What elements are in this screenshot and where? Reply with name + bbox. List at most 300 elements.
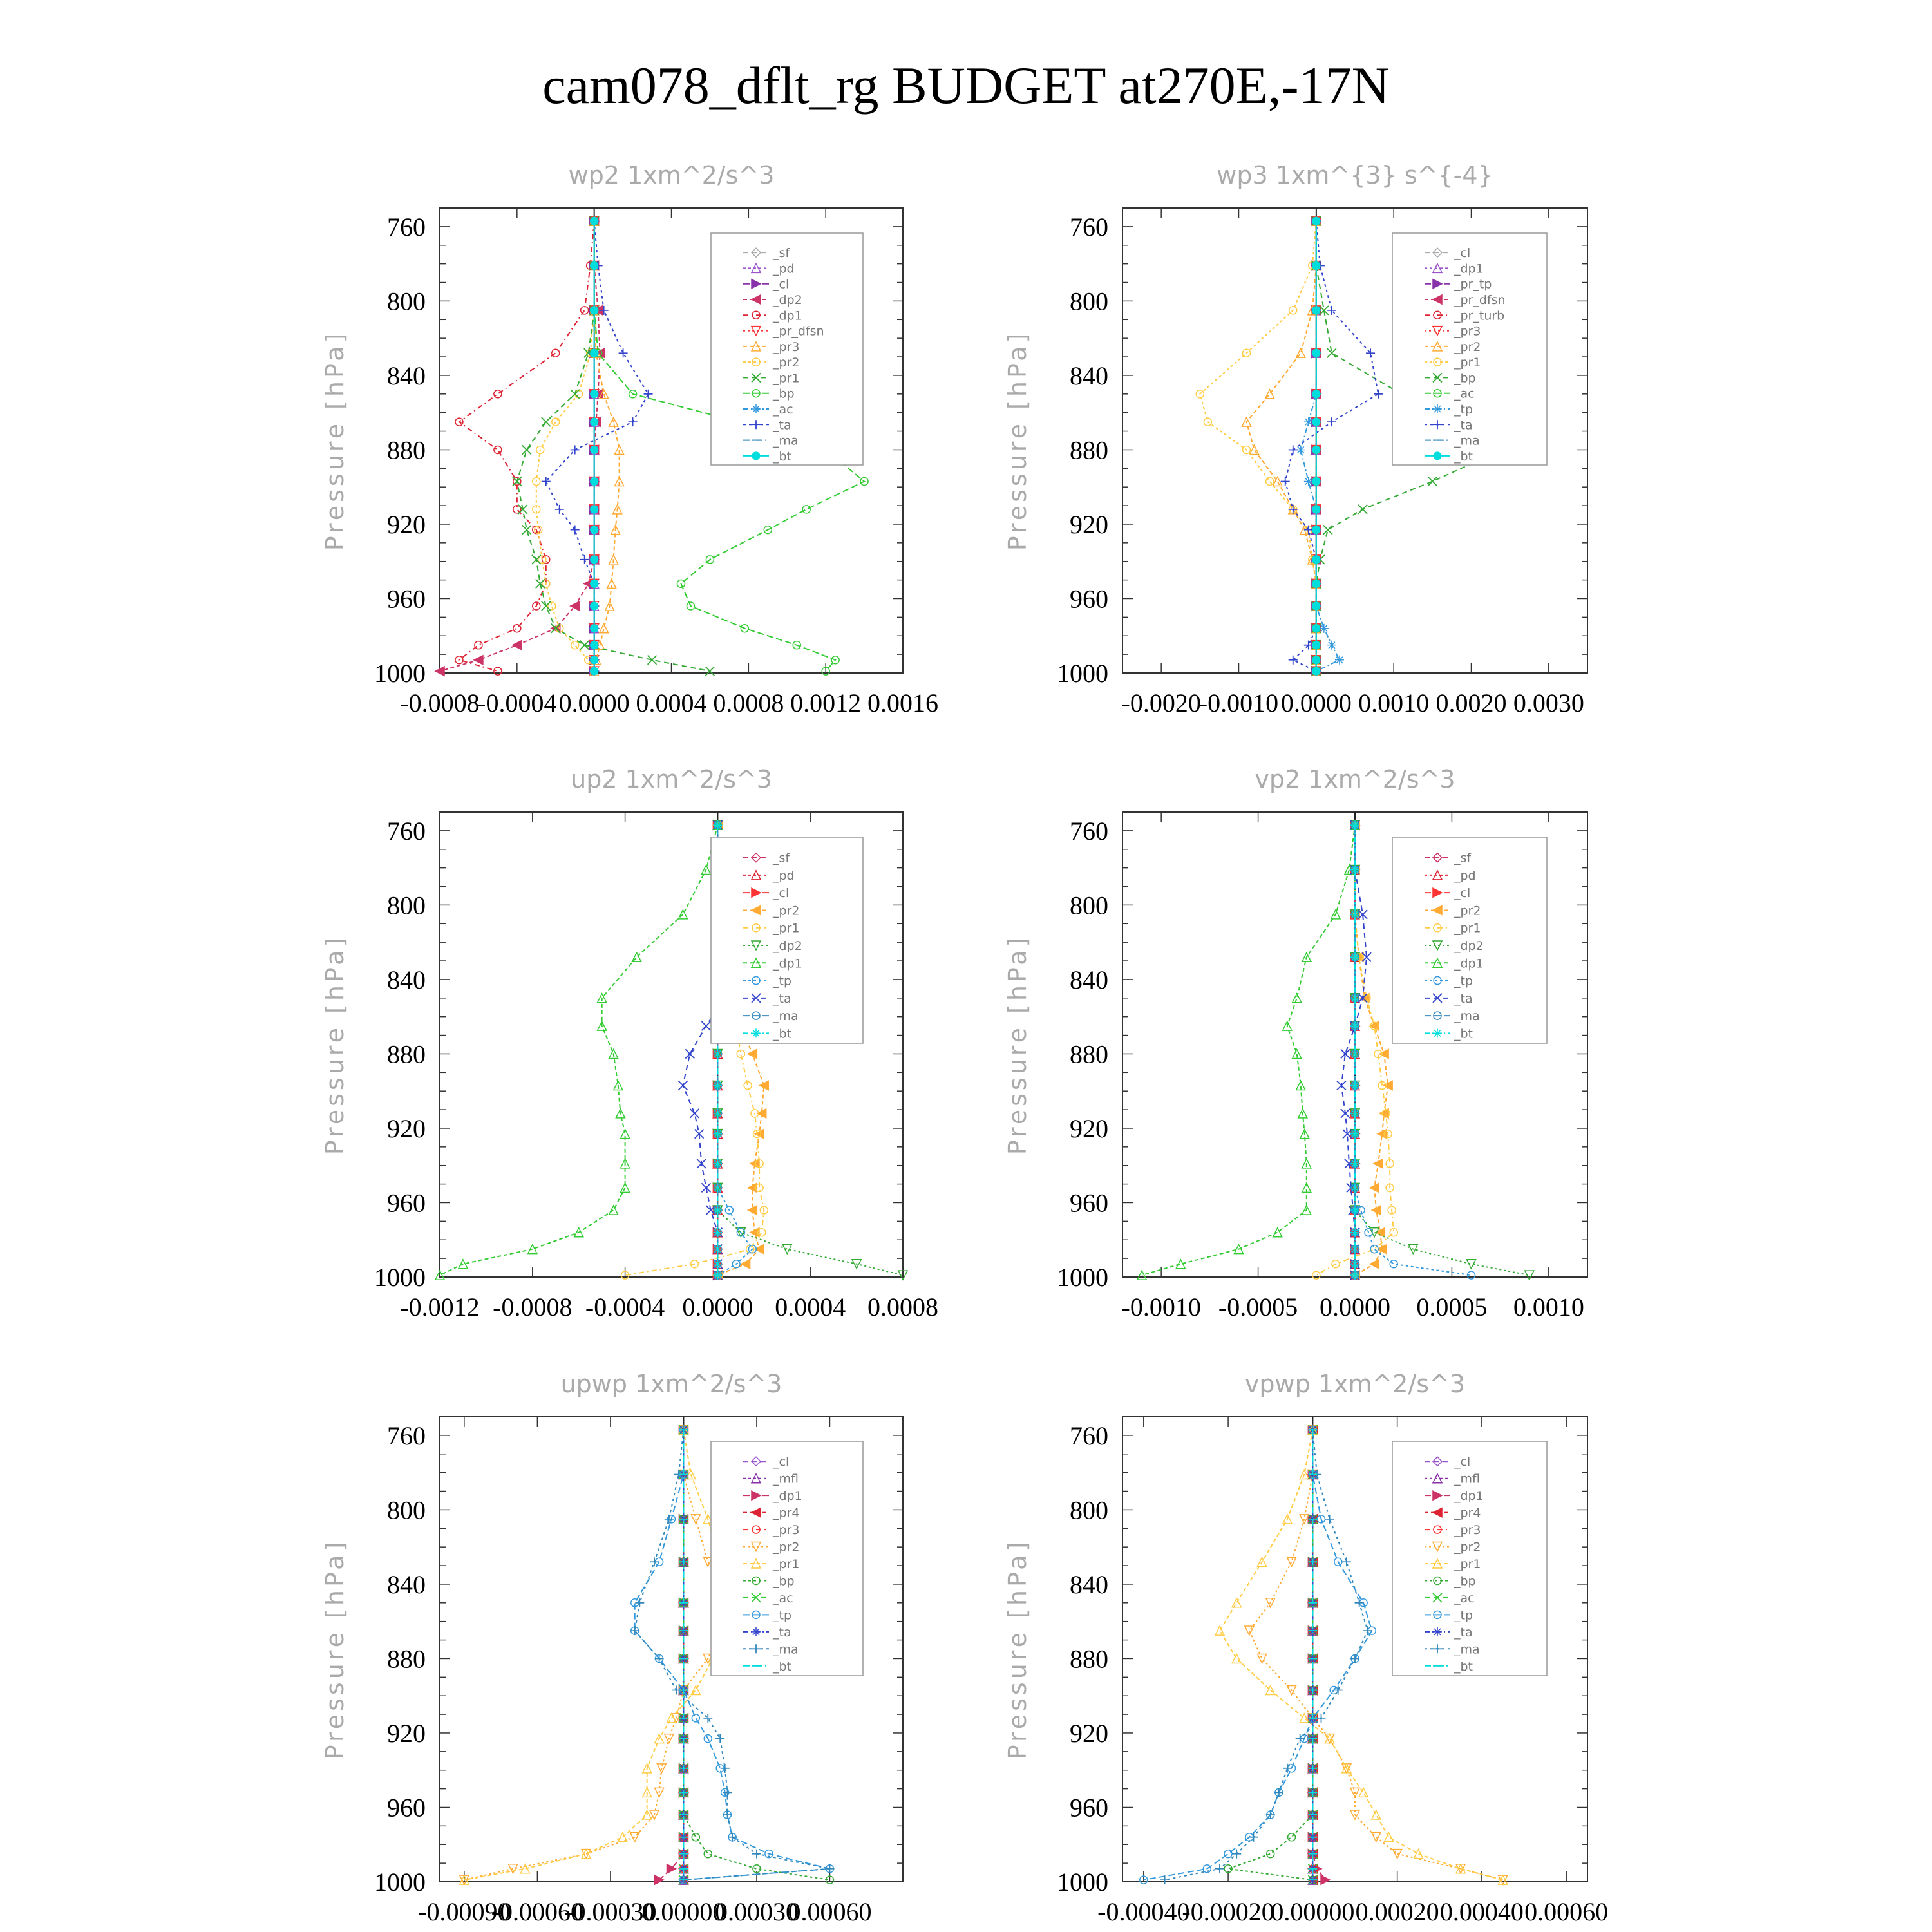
data-point [1363,1626,1372,1635]
legend-label: _pr3 [773,339,800,354]
y-tick-label: 1000 [374,1868,426,1897]
y-tick-label: 960 [387,584,426,614]
data-point [591,625,598,632]
data-point [713,1081,722,1090]
data-point [1316,1714,1325,1723]
data-point [1312,1271,1320,1279]
data-point [542,417,551,426]
x-tick-label: -0.0004 [585,1293,665,1321]
y-axis-label: Pressure [hPa] [321,330,349,551]
data-point [619,348,628,357]
data-point [591,217,598,225]
x-tick-label: 0.0000 [1280,688,1352,717]
legend-label: _dp2 [773,939,802,953]
data-point [571,641,579,649]
panel-title: wp3 1xm^{3} s^{-4} [1217,161,1493,189]
y-axis-label: Pressure [hPa] [321,1539,349,1760]
data-point [1312,349,1320,357]
data-point [591,526,598,534]
data-point [1374,390,1383,399]
data-point [555,505,564,514]
legend-label: _pr1 [1454,921,1481,936]
y-tick-label: 760 [1070,1421,1108,1450]
data-point [1304,417,1313,426]
data-point [591,349,598,357]
data-point [1350,910,1359,919]
chart-panel-1 [321,161,938,717]
y-tick-label: 1000 [374,659,426,688]
legend-label: _pd [1454,868,1476,883]
data-point [1312,625,1320,632]
y-tick-label: 1000 [1057,1868,1108,1897]
data-point [678,1081,687,1090]
y-axis-label: Pressure [hPa] [321,934,349,1155]
legend-marker [1433,404,1442,413]
x-tick-label: -0.0008 [400,688,480,717]
data-point [1355,1598,1364,1607]
data-point [1350,1245,1359,1254]
x-tick-label: 0.0000 [1320,1293,1390,1321]
data-point [690,1109,699,1118]
data-point [657,1764,666,1773]
data-point [713,1245,722,1254]
legend-label: _pr4 [773,1506,800,1520]
data-point [591,641,598,649]
legend-label: _pr_dfsn [1454,293,1506,307]
data-point [713,1159,722,1168]
legend-label: _tp [773,974,792,989]
series-line [1247,221,1316,671]
legend-label: _pr1 [1454,1557,1481,1571]
x-tick-label: -0.0012 [400,1293,480,1321]
data-point [1304,477,1313,486]
data-point [713,1049,722,1058]
data-point [591,446,598,453]
y-tick-label: 800 [387,891,426,920]
data-point [475,641,482,649]
legend-label: _cl [773,886,790,901]
data-point [1215,1626,1224,1635]
data-point [1385,1833,1394,1842]
x-tick-label: 0.00020 [1355,1897,1439,1926]
data-point [704,1850,712,1858]
data-point [1312,641,1320,649]
legend-label: _pr_dfsn [773,324,824,339]
x-tick-label: -0.0008 [493,1293,573,1321]
series-line [517,221,710,671]
x-tick-label: 0.0004 [775,1293,846,1321]
y-tick-label: 920 [1070,509,1108,539]
data-point [580,641,589,650]
y-tick-label: 880 [1070,1644,1108,1674]
data-point [802,506,810,513]
legend-label: _dp1 [1454,261,1484,276]
legend-label: _pr3 [773,1523,800,1538]
data-point [474,656,483,665]
legend-label: _ta [773,1625,791,1640]
legend-label: _pr2 [1454,1540,1481,1555]
legend [1392,233,1547,465]
data-point [705,667,714,676]
x-tick-label: -0.00040 [1097,1897,1190,1926]
y-tick-label: 920 [1070,1718,1108,1748]
data-point [1358,505,1367,514]
legend-label: _ta [1454,1625,1473,1640]
data-point [741,1260,750,1269]
data-point [1258,1654,1267,1663]
data-point [1320,624,1329,633]
legend-label: _pd [773,868,795,883]
legend-label: _ac [1454,1591,1475,1605]
data-point [591,580,598,587]
data-point [591,656,598,664]
data-point [1350,1654,1359,1663]
x-tick-label: -0.0010 [1198,688,1279,717]
y-tick-label: 840 [1070,1569,1108,1599]
legend-label: _dp1 [773,308,802,323]
data-point [591,602,598,610]
data-point [1366,348,1375,357]
data-point [1312,580,1320,587]
legend-label: _tp [773,1608,792,1623]
legend-label: _pr3 [1454,324,1481,339]
series-pr2 [1242,216,1321,676]
data-point [1312,262,1320,270]
y-tick-label: 920 [387,1113,426,1143]
y-tick-label: 960 [1070,1188,1108,1218]
x-tick-label: 0.0008 [867,1293,938,1321]
y-tick-label: 840 [387,361,426,390]
data-point [752,1850,761,1859]
data-point [542,601,551,611]
data-point [591,506,598,513]
data-point [580,555,589,564]
x-tick-label: -0.0005 [1218,1293,1298,1321]
data-point [723,1788,732,1797]
legend-label: _bp [1454,371,1476,386]
data-point [1374,1159,1383,1168]
x-tick-label: 0.0016 [867,688,938,717]
panel-title: upwp 1xm^2/s^3 [560,1370,782,1398]
legend-label: _mfl [773,1472,799,1486]
legend-label: _pr2 [773,904,800,918]
legend-label: _bp [1454,1574,1476,1589]
data-point [1312,667,1320,675]
data-point [1312,656,1320,664]
y-tick-label: 880 [1070,435,1108,465]
data-point [1350,1271,1359,1280]
data-point [1350,1081,1359,1090]
data-point [1321,1875,1330,1884]
chart-panel-4 [1003,765,1587,1321]
data-point [1350,994,1359,1003]
data-point [1289,445,1298,454]
data-point [1287,1557,1296,1566]
data-point [1393,1850,1402,1859]
legend [711,233,863,465]
data-point [1414,1850,1423,1859]
legend-label: _ta [1454,418,1473,433]
data-point [1273,477,1282,486]
data-point [1267,1850,1274,1858]
legend-label: _cl [1454,1455,1471,1470]
y-axis-label: Pressure [hPa] [1003,330,1032,551]
data-point [591,307,598,314]
legend-label: _mfl [1454,1472,1480,1486]
legend-label: _pr1 [773,371,800,386]
y-tick-label: 920 [387,1718,426,1748]
x-tick-label: -0.0010 [1121,1293,1201,1321]
legend-label: _sf [773,851,790,866]
data-point [1350,1109,1359,1118]
y-tick-label: 840 [387,965,426,994]
data-point [685,1049,694,1058]
legend-label: _ma [773,1642,799,1657]
legend-label: _ma [1454,1009,1480,1024]
x-tick-label: -0.00090 [418,1897,511,1926]
x-tick-label: 0.00000 [641,1897,726,1926]
data-point [1350,1260,1359,1269]
y-tick-label: 760 [1070,816,1108,846]
y-tick-label: 960 [387,1793,426,1823]
legend-label: _ac [1454,386,1475,401]
legend-label: _ac [773,1591,793,1605]
y-tick-label: 880 [387,435,426,465]
y-tick-label: 1000 [1057,659,1108,688]
y-tick-label: 880 [1070,1039,1108,1069]
data-point [715,1734,724,1743]
legend [711,1441,863,1676]
data-point [825,1864,834,1873]
data-point [1266,478,1274,486]
legend-label: _ta [1454,991,1473,1006]
series-pr2 [460,1425,737,1884]
legend-label: _bp [773,386,795,401]
data-point [591,667,598,675]
data-point [600,624,609,633]
legend-label: _pd [773,261,795,276]
data-point [1274,1788,1283,1797]
legend-label: _ac [773,402,793,417]
data-point [713,1109,722,1118]
data-point [1215,1864,1224,1873]
legend-label: _ta [773,991,791,1006]
x-tick-label: -0.00060 [491,1897,584,1926]
y-tick-label: 960 [387,1188,426,1218]
y-tick-label: 960 [1070,584,1108,614]
data-point [1312,506,1320,513]
legend-marker [752,452,760,460]
data-point [1249,1833,1258,1842]
legend-label: _bt [1454,1027,1473,1041]
legend-label: _bp [773,1574,795,1589]
legend-label: _pr3 [1454,1523,1481,1538]
data-point [1224,1850,1232,1858]
legend-label: _dp2 [1454,939,1484,953]
legend [711,837,863,1043]
x-tick-label: 0.0004 [636,688,707,717]
y-tick-label: 1000 [374,1263,426,1292]
x-tick-label: 0.0008 [713,688,784,717]
legend-label: _cl [1454,246,1471,261]
data-point [1312,478,1320,486]
legend-marker [752,1627,761,1636]
data-point [1312,602,1320,610]
panel-title: up2 1xm^2/s^3 [571,765,772,793]
legend-label: _sf [773,246,790,261]
data-point [1312,526,1320,534]
data-point [748,1049,757,1058]
data-point [713,1206,722,1215]
panel-title: vpwp 1xm^2/s^3 [1244,1370,1466,1398]
data-point [591,418,598,426]
data-point [782,1245,791,1254]
x-tick-label: 0.0005 [1416,1293,1488,1321]
legend-label: _ta [773,418,791,433]
data-point [1350,1021,1359,1030]
data-point [1312,446,1320,453]
legend-label: _pr2 [773,355,800,370]
x-tick-label: 0.00060 [1524,1897,1609,1926]
y-tick-label: 920 [387,509,426,539]
legend-label: _dp1 [1454,1489,1484,1504]
data-point [591,390,598,398]
chart-panel-2 [1003,161,1587,717]
y-tick-label: 960 [1070,1793,1108,1823]
data-point [552,418,560,426]
data-point [1350,1049,1359,1058]
legend-label: _dp1 [773,1489,802,1504]
data-point [536,579,545,588]
data-point [1334,1686,1343,1695]
legend-marker [752,1028,761,1037]
data-point [1288,1833,1296,1841]
data-point [513,641,522,650]
legend-label: _tp [1454,1608,1473,1623]
y-tick-label: 840 [1070,361,1108,390]
data-point [1323,526,1332,535]
data-point [1325,1515,1334,1524]
y-tick-label: 920 [1070,1113,1108,1143]
y-tick-label: 800 [387,287,426,316]
data-point [713,1183,722,1192]
legend-label: _pr2 [773,1540,800,1555]
x-tick-label: 0.00060 [788,1897,872,1926]
legend-label: _pr_tp [1454,277,1492,292]
data-point [1350,820,1359,829]
y-tick-label: 760 [387,816,426,846]
legend-label: _cl [773,277,790,292]
legend-label: _dp1 [1454,956,1484,971]
data-point [1232,1598,1241,1607]
series-line [1142,825,1355,1275]
legend-label: _pr1 [773,921,800,936]
data-point [1176,1260,1185,1269]
data-point [1312,217,1320,225]
legend-label: _ma [1454,1642,1480,1657]
legend [1392,1441,1547,1676]
data-point [1312,418,1320,426]
y-axis-label: Pressure [hPa] [1003,934,1032,1155]
y-tick-label: 760 [387,1421,426,1450]
data-point [522,445,531,454]
data-point [1327,417,1336,426]
y-tick-label: 800 [1070,1495,1108,1525]
data-point [692,1833,699,1841]
x-tick-label: 0.0020 [1435,688,1507,717]
data-point [1250,445,1259,454]
legend-label: _pr_turb [1454,308,1505,323]
legend-label: _bt [1454,449,1473,464]
x-tick-label: 0.0030 [1513,688,1584,717]
legend-label: _pr2 [1454,904,1481,918]
data-point [713,1130,722,1139]
figure-title: cam078_dflt_rg BUDGET at270E,-17N [542,56,1390,115]
data-point [629,417,638,426]
data-point [1281,477,1290,486]
x-tick-label: 0.00040 [1439,1897,1524,1926]
x-tick-label: -0.0004 [477,688,557,717]
legend-label: _pr1 [773,1557,800,1571]
data-point [1350,1206,1359,1215]
y-tick-label: 840 [387,1569,426,1599]
x-tick-label: -0.00030 [564,1897,657,1926]
x-tick-label: 0.0010 [1513,1293,1584,1321]
data-point [713,1271,722,1280]
data-point [494,446,502,453]
legend-label: _ma [1454,433,1480,448]
x-tick-label: -0.0020 [1121,688,1201,717]
data-point [1312,390,1320,398]
y-tick-label: 840 [1070,965,1108,994]
data-point [513,625,521,632]
legend-marker [1434,452,1441,460]
data-point [728,1833,737,1842]
x-tick-label: -0.00020 [1182,1897,1274,1926]
data-point [713,1260,722,1269]
legend-label: _cl [1454,886,1471,901]
data-point [648,656,657,665]
chart-panel-5 [321,1370,903,1926]
legend-label: _bt [773,1659,792,1674]
data-point [1372,1810,1381,1819]
data-point [1245,1626,1254,1635]
y-tick-label: 760 [387,212,426,242]
legend-label: _dp2 [773,293,802,307]
data-point [591,478,598,486]
legend-label: _bt [773,1027,792,1041]
data-point [1327,306,1336,315]
x-tick-label: 0.00000 [1271,1897,1355,1926]
data-point [494,390,502,398]
panel-title: vp2 1xm^2/s^3 [1255,765,1455,793]
y-tick-label: 800 [1070,287,1108,316]
data-point [697,1159,706,1168]
data-point [1428,477,1437,486]
data-point [1296,445,1305,454]
data-point [1372,1833,1381,1842]
series-pr1 [1196,217,1320,675]
legend-marker [1433,1627,1442,1636]
y-tick-label: 880 [387,1644,426,1674]
chart-panel-6 [1003,1370,1608,1926]
legend-label: _tp [1454,402,1473,417]
y-tick-label: 800 [387,1495,426,1525]
data-point [1350,1228,1359,1237]
data-point [1312,556,1320,564]
legend [1392,837,1547,1043]
data-point [1289,656,1298,665]
